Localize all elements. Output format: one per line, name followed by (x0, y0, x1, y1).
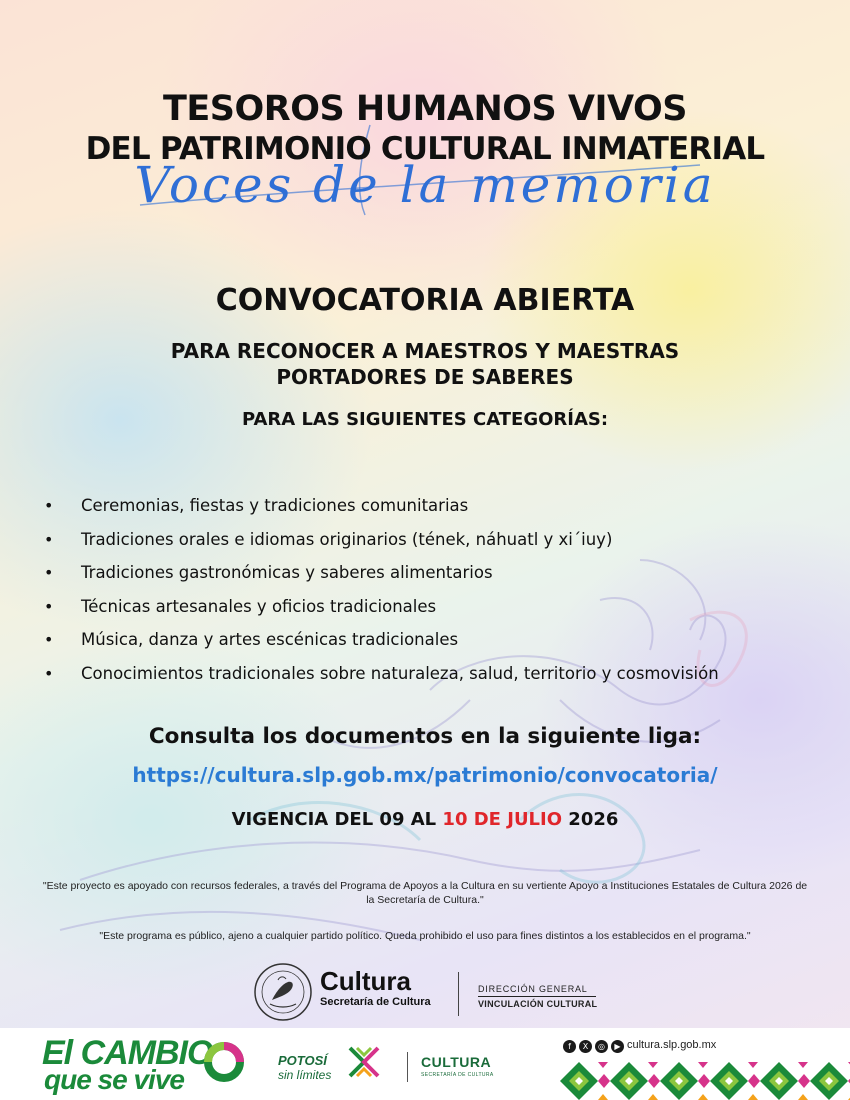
website-text: cultura.slp.gob.mx (627, 1039, 717, 1051)
logo-underline (478, 996, 596, 997)
categories-heading: PARA LAS SIGUIENTES CATEGORÍAS: (241, 409, 609, 430)
footer-divider (407, 1052, 408, 1082)
vinculacion-text: VINCULACIÓN CULTURAL (478, 999, 598, 1009)
list-item (44, 623, 834, 657)
bullet-icon: • (44, 563, 54, 582)
categories-list (44, 489, 834, 690)
bullet-icon: • (44, 663, 54, 683)
el-cambio-logo (42, 1034, 252, 1098)
bullet-icon: • (44, 596, 54, 616)
list-item (44, 523, 834, 557)
title-line-2: DEL PATRIMONIO CULTURAL INMATERIAL (85, 131, 765, 167)
facebook-icon[interactable]: f (563, 1040, 576, 1053)
potosi-logo-text: POTOSÍ (278, 1053, 327, 1068)
x-icon[interactable]: X (579, 1040, 592, 1053)
instagram-icon[interactable]: ◎ (595, 1040, 608, 1053)
title-line-1: TESOROS HUMANOS VIVOS (163, 89, 687, 129)
call-subheading (0, 338, 850, 390)
slogan-line-2: que se vive (44, 1064, 184, 1095)
mexico-coat-of-arms-icon (252, 962, 314, 1022)
footer-cultura-text: CULTURA (421, 1054, 492, 1070)
federal-disclaimer: "Este proyecto es apoyado con recursos federales, a través del Programa de Apoyos a la Cultura en su vertiente Apoyo a Instituciones Estatales de Cultura 2026 de la Secretaría de Cultura." (42, 880, 808, 906)
convocatoria-link[interactable]: https://cultura.slp.gob.mx/patrimonio/convocatoria/ (132, 763, 718, 787)
validity-prefix: VIGENCIA DEL 09 AL (231, 809, 443, 830)
validity-highlight: 10 DE JULIO (442, 809, 563, 830)
category-label: Tradiciones gastronómicas y saberes alimentarios (81, 563, 493, 582)
category-label: Ceremonias, fiestas y tradiciones comunitarias (81, 496, 469, 515)
social-icons (563, 1040, 624, 1053)
validity-period (0, 806, 850, 834)
bullet-icon: • (44, 496, 54, 515)
category-label: Tradiciones orales e idiomas originarios (tének, náhuatl y xi´iuy) (81, 529, 613, 549)
subheading-line-1: PARA RECONOCER A MAESTROS Y MAESTRAS (170, 339, 680, 363)
category-label: Conocimientos tradicionales sobre naturaleza, salud, territorio y cosmovisión (81, 663, 719, 683)
category-label: Música, danza y artes escénicas tradicionales (81, 630, 459, 649)
logo-divider (458, 972, 459, 1016)
public-program-disclaimer: "Este programa es público, ajeno a cualquier partido político. Queda prohibido el uso para fines distintos a los establecidos en el programa." (99, 930, 751, 942)
subheading-line-2: PORTADORES DE SABERES (276, 365, 574, 389)
footer-secretaria-text: SECRETARÍA DE CULTURA (421, 1072, 494, 1078)
slogan-line-1: El CAMBIO (42, 1034, 213, 1072)
consult-text: Consulta los documentos en la siguiente liga: (148, 724, 702, 749)
cultura-logo-text: Cultura (320, 966, 411, 996)
category-label: Técnicas artesanales y oficios tradicionales (81, 596, 437, 616)
slogan-ring-icon (202, 1040, 246, 1084)
list-item (44, 657, 834, 691)
institution-logos (0, 962, 850, 1022)
potosi-x-icon (344, 1042, 384, 1082)
call-heading: CONVOCATORIA ABIERTA (215, 283, 635, 318)
secretaria-logo-text: Secretaría de Cultura (320, 996, 431, 1008)
list-item (44, 590, 834, 624)
direccion-general-text: DIRECCIÓN GENERAL (478, 984, 588, 994)
footer-bar (0, 1028, 850, 1100)
youtube-icon[interactable]: ▶ (611, 1040, 624, 1053)
validity-suffix: 2026 (562, 809, 619, 830)
decorative-pattern (560, 1062, 850, 1100)
sin-limites-text: sin límites (278, 1068, 332, 1082)
bullet-icon: • (44, 529, 54, 549)
script-title: Voces de la memoria (134, 156, 716, 214)
list-item (44, 489, 834, 523)
list-item (44, 556, 834, 590)
bullet-icon: • (44, 630, 54, 649)
